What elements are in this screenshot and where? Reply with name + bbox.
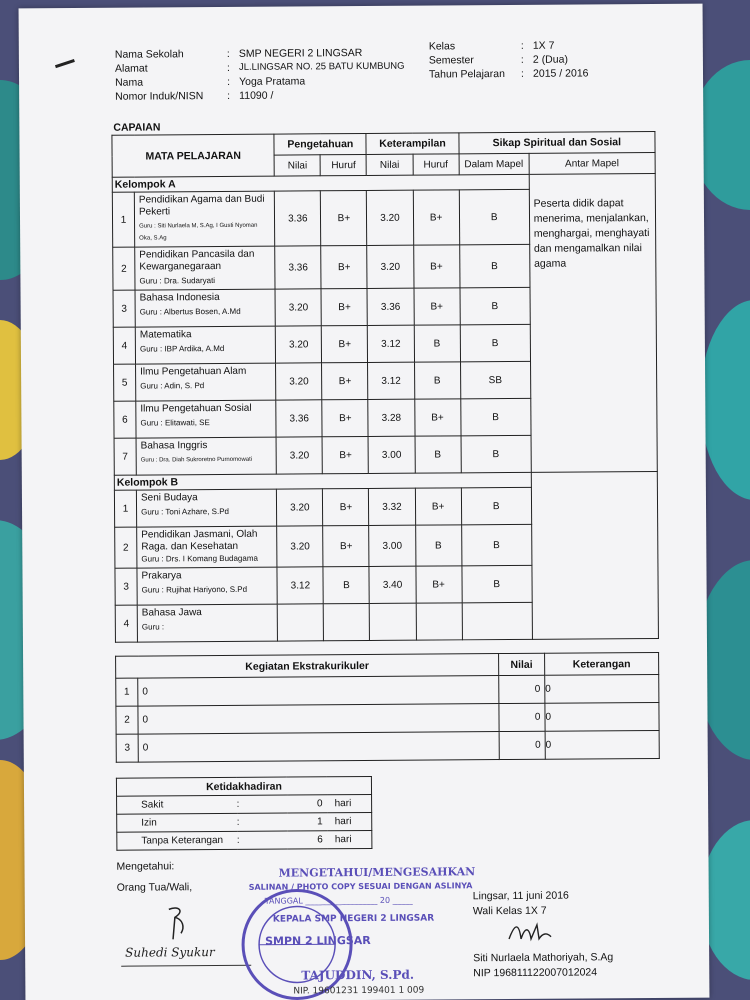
row-number: 7: [114, 438, 136, 475]
skill-grade: B+: [414, 399, 460, 436]
skill-score: 3.32: [369, 488, 415, 525]
grades-table: [111, 131, 659, 643]
col-header-nilai: Nilai: [499, 653, 545, 675]
col-header-mapel: MATA PELAJARAN: [112, 134, 275, 177]
info-value: 2015 / 2016: [532, 67, 589, 80]
activity-score: 0: [499, 731, 545, 759]
subject-name: Pendidikan Jasmani, Olah Raga. dan Kesehatan: [141, 528, 258, 553]
table-row: [117, 830, 372, 850]
parent-signature-mark: [155, 903, 195, 943]
attendance-label: Izin: [117, 813, 237, 832]
antar-mapel-empty: [531, 471, 658, 639]
skill-score: 3.20: [367, 190, 413, 245]
knowledge-score: 3.36: [275, 246, 321, 289]
subject-cell: [136, 489, 277, 527]
skill-score: 3.00: [369, 525, 415, 566]
attitude-grade: B: [461, 487, 531, 524]
skill-score: 3.12: [368, 362, 414, 399]
stamp-line-tanggal: TANGGAL __________________ 20 _____: [264, 895, 413, 906]
skill-score: 3.36: [367, 288, 413, 325]
knowledge-grade: B+: [322, 362, 368, 399]
table-row: [116, 674, 659, 706]
row-number: 5: [114, 364, 136, 401]
knowledge-score: 3.12: [277, 567, 323, 604]
stamp-line-salinan: SALINAN / PHOTO COPY SESUAI DENGAN ASLINYA: [248, 881, 473, 892]
info-value: Yoga Pratama: [239, 75, 306, 88]
attitude-grade: B: [459, 244, 529, 287]
mengetahui-label: Mengetahui:: [116, 860, 175, 873]
student-info: [115, 46, 405, 104]
signature-line: [121, 965, 251, 967]
row-number: 3: [115, 568, 137, 605]
teacher-signature-mark: [505, 919, 555, 947]
info-sep: :: [226, 61, 230, 74]
subject-name: Bahasa Inggris: [140, 440, 208, 452]
info-label: Nomor Induk/NISN: [115, 90, 204, 103]
skill-grade: B+: [414, 288, 460, 325]
knowledge-score: 3.20: [277, 526, 323, 567]
knowledge-score: 3.20: [276, 363, 322, 400]
teacher-name: Guru : Toni Azhare, S.Pd: [141, 506, 230, 517]
teacher-name: Guru : Dra. Diah Sukroretno Purnomowati: [140, 456, 253, 464]
skill-grade: B: [415, 525, 461, 566]
teacher-name: Guru :: [141, 622, 165, 632]
class-info: [429, 38, 589, 81]
attitude-grade: B: [460, 398, 530, 435]
attitude-grade: B: [461, 435, 531, 472]
teacher-nip: NIP 196811122007012024: [473, 966, 598, 980]
attendance-table: [116, 776, 373, 851]
subject-cell: [137, 526, 278, 568]
activity-name: 0: [138, 676, 499, 707]
knowledge-grade: B+: [321, 288, 367, 325]
knowledge-score: 3.20: [276, 437, 322, 474]
info-sep: :: [227, 75, 231, 88]
teacher-name: Guru : Elitawati, SE: [140, 418, 210, 428]
skill-grade: B: [414, 325, 460, 362]
teacher-name: Guru : IBP Ardika, A.Md: [139, 343, 225, 354]
skill-grade: B: [414, 362, 460, 399]
row-number: 4: [113, 327, 135, 364]
subject-cell: [137, 567, 278, 605]
info-sep: :: [520, 39, 524, 52]
info-value: SMP NEGERI 2 LINGSAR: [238, 47, 363, 60]
info-value: 1X 7: [532, 39, 555, 52]
capaian-title: CAPAIAN: [113, 121, 161, 134]
col-header-kegiatan: Kegiatan Ekstrakurikuler: [116, 654, 499, 679]
subject-cell: [135, 289, 276, 327]
info-label: Nama: [115, 76, 144, 89]
knowledge-grade: B+: [322, 399, 368, 436]
info-label: Semester: [428, 54, 474, 67]
activity-score: 0: [499, 703, 545, 731]
headmaster-nip: NIP. 19601231 199401 1 009: [293, 985, 425, 997]
subject-cell: [134, 191, 275, 247]
teacher-name: Guru : Adin, S. Pd: [140, 381, 205, 391]
info-row-year: [429, 66, 589, 81]
knowledge-score: 3.20: [277, 489, 323, 526]
skill-score: 3.12: [368, 325, 414, 362]
attitude-grade: B: [462, 565, 532, 602]
skill-grade: B+: [415, 566, 461, 603]
info-row-class: [429, 38, 589, 53]
col-header-keterampilan: Keterampilan: [366, 133, 458, 155]
sub-header-huruf: Huruf: [413, 154, 459, 175]
attendance-sep: :: [237, 795, 287, 813]
skill-grade: [416, 603, 462, 640]
teacher-name: Guru : Dra. Sudaryati: [139, 276, 216, 286]
attitude-grade: B: [460, 324, 530, 361]
antar-mapel-description: Peserta didik dapat menerima, menjalankan, menghargai, menghayati dan mengamalkan nilai agama: [529, 173, 657, 472]
group-label-a: Kelompok A: [112, 174, 529, 192]
row-number: 2: [115, 527, 137, 568]
row-number: 3: [116, 734, 138, 762]
attendance-label: Sakit: [117, 795, 237, 814]
info-sep: :: [226, 47, 230, 60]
headmaster-name: TAJUDDIN, S.Pd.: [301, 967, 415, 983]
row-number: 1: [112, 192, 134, 247]
knowledge-grade: B: [323, 566, 369, 603]
info-row-semester: [429, 52, 589, 67]
col-header-pengetahuan: Pengetahuan: [274, 133, 366, 155]
activity-name: 0: [138, 732, 499, 763]
row-number: 2: [116, 706, 138, 734]
attitude-grade: SB: [460, 361, 530, 398]
sub-header-nilai: Nilai: [367, 154, 413, 175]
sub-header-huruf: Huruf: [320, 154, 366, 175]
seal-text: SMPN 2 LINGSAR: [265, 933, 371, 948]
info-row-address: [115, 60, 405, 76]
attendance-unit: hari: [327, 830, 372, 848]
col-header-sikap: Sikap Spiritual dan Sosial: [459, 131, 656, 153]
extracurricular-table: [115, 652, 660, 763]
subject-name: Ilmu Pengetahuan Alam: [140, 365, 247, 378]
knowledge-score: 3.36: [276, 400, 322, 437]
skill-score: 3.40: [369, 566, 415, 603]
info-row-nisn: [115, 88, 405, 104]
parent-label: Orang Tua/Wali,: [116, 881, 193, 894]
info-sep: :: [520, 67, 524, 80]
subject-name: Prakarya: [141, 570, 182, 582]
stamp-line-kepala: KEPALA SMP NEGERI 2 LINGSAR: [272, 913, 435, 925]
table-row: [116, 730, 659, 762]
attitude-grade: B: [461, 524, 531, 565]
homeroom-label: Wali Kelas 1X 7: [472, 904, 547, 918]
pen-mark: [55, 59, 75, 68]
parent-signature-block: [116, 859, 192, 896]
attendance-count: 6: [287, 831, 327, 849]
info-sep: :: [227, 89, 231, 102]
knowledge-grade: B+: [323, 525, 369, 566]
subject-cell: [137, 604, 278, 642]
teacher-name: Guru : Albertus Bosen, A.Md: [139, 306, 241, 317]
table-row: [117, 794, 372, 814]
row-number: 1: [116, 678, 138, 706]
info-label: Tahun Pelajaran: [428, 68, 505, 81]
group-label-b: Kelompok B: [114, 472, 531, 490]
col-header-keterangan: Keterangan: [545, 652, 659, 675]
skill-score: [370, 603, 416, 640]
attendance-title: Ketidakhadiran: [116, 776, 371, 796]
info-value: 11090 /: [239, 89, 274, 102]
sub-header-dalam-mapel: Dalam Mapel: [459, 153, 529, 174]
subject-cell: [135, 246, 276, 290]
row-number: 6: [114, 401, 136, 438]
knowledge-grade: B+: [323, 488, 369, 525]
info-label: Kelas: [428, 40, 456, 53]
activity-note: 0: [545, 674, 659, 703]
sub-header-nilai: Nilai: [274, 155, 320, 176]
teacher-name: Guru : Siti Nurlaela M, S.Ag, I Gusti Nyoman Oka, S.Ag: [139, 222, 258, 242]
subject-cell: [135, 326, 276, 364]
attitude-grade: B: [459, 189, 530, 244]
parent-signature: Suhedi Syukur: [125, 945, 215, 960]
skill-score: 3.28: [368, 399, 414, 436]
row-number: 1: [114, 490, 136, 527]
info-sep: :: [520, 53, 524, 66]
subject-name: Bahasa Jawa: [141, 607, 202, 619]
teacher-name: Guru : Rujihat Hariyono, S.Pd: [141, 584, 248, 595]
table-row: [117, 812, 372, 832]
knowledge-score: [277, 604, 323, 641]
stamp-line-mengetahui: MENGETAHUI/MENGESAHKAN: [278, 865, 476, 880]
subject-name: Seni Budaya: [140, 492, 198, 504]
info-label: Alamat: [114, 62, 148, 75]
report-card-sheet: [19, 4, 710, 1000]
attendance-count: 1: [287, 813, 327, 831]
attendance-label: Tanpa Keterangan: [117, 831, 237, 850]
subject-name: Matematika: [139, 329, 192, 341]
skill-score: 3.00: [368, 436, 414, 473]
subject-cell: [136, 437, 277, 475]
activity-note: 0: [545, 702, 659, 731]
row-number: 2: [113, 247, 135, 290]
skill-grade: B+: [413, 245, 459, 288]
subject-cell: [136, 400, 277, 438]
teacher-signature-block: [473, 889, 569, 920]
place-date: Lingsar, 11 juni 2016: [472, 889, 569, 903]
attitude-grade: B: [460, 287, 530, 324]
attendance-sep: :: [237, 831, 287, 849]
knowledge-grade: B+: [322, 325, 368, 362]
attendance-sep: :: [237, 813, 287, 831]
teacher-name-block: [473, 950, 613, 981]
teacher-name: Guru : Drs. I Komang Budagama: [141, 553, 258, 564]
skill-score: 3.20: [367, 245, 413, 288]
subject-name: Ilmu Pengetahuan Sosial: [140, 402, 252, 415]
knowledge-score: 3.36: [275, 191, 321, 246]
knowledge-grade: [324, 603, 370, 640]
info-value: JL.LINGSAR NO. 25 BATU KUMBUNG: [238, 60, 405, 73]
activity-score: 0: [499, 675, 545, 703]
knowledge-grade: B+: [322, 436, 368, 473]
row-number: 4: [115, 605, 137, 642]
knowledge-score: 3.20: [275, 289, 321, 326]
info-label: Nama Sekolah: [114, 48, 184, 61]
skill-grade: B: [415, 436, 461, 473]
knowledge-grade: B+: [321, 190, 367, 245]
skill-grade: B+: [415, 488, 461, 525]
attitude-grade: [462, 602, 532, 639]
activity-name: 0: [138, 704, 499, 735]
subject-name: Pendidikan Pancasila dan Kewarganegaraan: [139, 248, 255, 273]
row-number: 3: [113, 290, 135, 327]
sub-header-antar-mapel: Antar Mapel: [529, 152, 655, 174]
activity-note: 0: [545, 730, 659, 759]
attendance-unit: hari: [327, 812, 372, 830]
subject-name: Pendidikan Agama dan Budi Pekerti: [138, 193, 265, 218]
teacher-name: Siti Nurlaela Mathoriyah, S.Ag: [473, 951, 614, 965]
attendance-count: 0: [287, 795, 327, 813]
subject-cell: [136, 363, 277, 401]
knowledge-grade: B+: [321, 245, 367, 288]
table-row: [116, 702, 659, 734]
knowledge-score: 3.20: [276, 326, 322, 363]
attendance-unit: hari: [327, 794, 372, 812]
info-value: 2 (Dua): [532, 53, 568, 66]
subject-name: Bahasa Indonesia: [139, 292, 220, 304]
skill-grade: B+: [413, 190, 459, 245]
